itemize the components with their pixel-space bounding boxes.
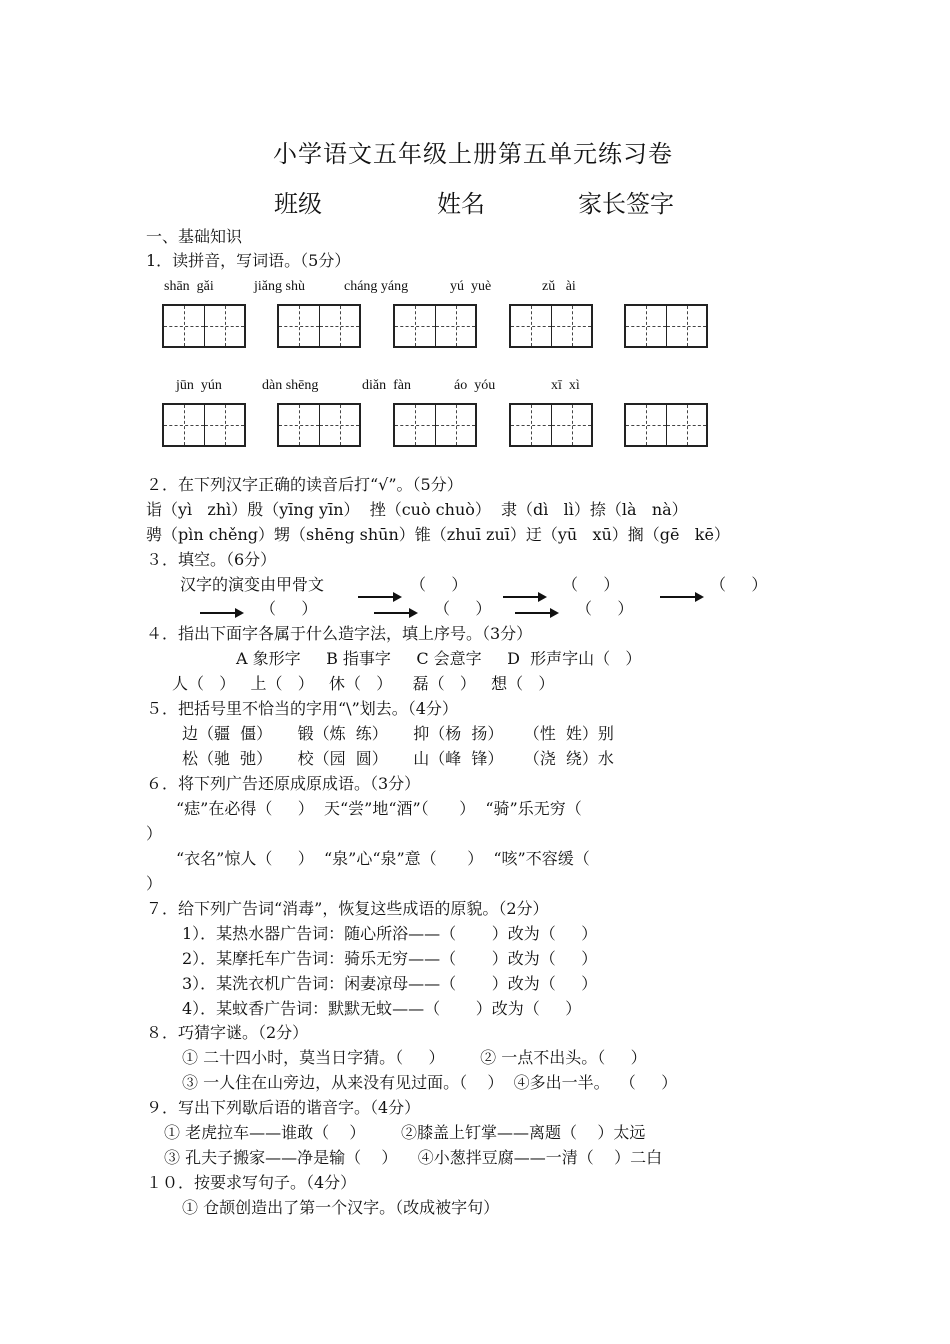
q4-items: 人（ ） 上（ ） 休（ ） 磊（ ） 想（ ） xyxy=(172,674,555,693)
pinyin-label: shān gǎi xyxy=(164,279,214,294)
q3-blank: （ ） xyxy=(260,599,318,618)
q6-line: “衣名”惊人（ ） “泉”心“泉”意（ ） “咳”不容缓（ xyxy=(176,849,590,868)
q6-line: “痣”在必得（ ） 天“尝”地“酒”（ ） “骑”乐无穷（ xyxy=(176,799,582,818)
q3-blank: （ ） xyxy=(562,575,620,594)
section-basic-knowledge: 一、基础知识 xyxy=(146,227,243,246)
q5-title: ５．把括号里不恰当的字用“\”划去。（4分） xyxy=(146,699,458,718)
arrow-icon xyxy=(503,596,545,598)
q1-title: 1．读拼音，写词语。（5分） xyxy=(146,251,351,270)
q3-title: ３．填空。（6分） xyxy=(146,550,277,569)
q7-item: 1）．某热水器广告词：随心所浴——（ ）改为（ ） xyxy=(182,924,598,943)
q5-line: 松（驰 弛） 校（园 圆） 山（峰 锋） （浇 绕）水 xyxy=(182,749,614,768)
pinyin-label: xī xì xyxy=(551,378,580,393)
pinyin-label: dàn shēng xyxy=(262,378,319,393)
writing-grid[interactable] xyxy=(277,304,361,348)
arrow-icon xyxy=(358,596,400,598)
pinyin-label: áo yóu xyxy=(454,378,496,393)
q3-blank: （ ） xyxy=(434,599,492,618)
q9-title: ９．写出下列歇后语的谐音字。（4分） xyxy=(146,1098,421,1117)
writing-grid[interactable] xyxy=(509,403,593,447)
q10-title: １０．按要求写句子。（4分） xyxy=(146,1173,357,1192)
q10-item: ① 仓颉创造出了第一个汉字。（改成被字句） xyxy=(182,1198,500,1217)
q7-item: 3）．某洗衣机广告词：闲妻凉母——（ ）改为（ ） xyxy=(182,974,598,993)
q6-line-wrap: ） xyxy=(146,874,163,893)
pinyin-label: yú yuè xyxy=(450,279,492,294)
pinyin-label: cháng yáng xyxy=(344,279,409,294)
q3-intro: 汉字的演变由甲骨文 xyxy=(180,575,325,594)
page-title: 小学语文五年级上册第五单元练习卷 xyxy=(273,140,673,168)
writing-grid[interactable] xyxy=(162,403,246,447)
pinyin-label: diǎn fàn xyxy=(362,378,411,393)
q4-title: ４．指出下面字各属于什么造字法，填上序号。（3分） xyxy=(146,624,533,643)
name-label: 姓名 xyxy=(437,190,485,218)
q6-line-wrap: ） xyxy=(146,824,163,843)
writing-grid[interactable] xyxy=(277,403,361,447)
arrow-icon xyxy=(200,612,242,614)
class-label: 班级 xyxy=(274,190,322,218)
q2-line: 骋（pìn chěng）甥（shēng shūn）锥（zhuī zuī）迂（yū xū）搁（gē kē） xyxy=(146,525,730,544)
q2-title: ２．在下列汉字正确的读音后打“√”。（5分） xyxy=(146,475,463,494)
writing-grid[interactable] xyxy=(509,304,593,348)
q8-line: ③ 一人住在山旁边，从来没有见过面。（ ） ④多出一半。 （ ） xyxy=(182,1073,678,1092)
q4-options: A 象形字 B 指事字 C 会意字 D 形声字山（ ） xyxy=(236,649,642,668)
q6-title: ６．将下列广告还原成原成语。（3分） xyxy=(146,774,421,793)
q7-item: 4）．某蚊香广告词：默默无蚊——（ ）改为（ ） xyxy=(182,999,582,1018)
q9-line: ① 老虎拉车——谁敢（ ） ②膝盖上钉掌——离题（ ）太远 xyxy=(164,1123,646,1142)
writing-grid[interactable] xyxy=(393,403,477,447)
pinyin-label: zǔ ài xyxy=(542,279,576,294)
q9-line: ③ 孔夫子搬家——净是输（ ） ④小葱拌豆腐——一清（ ）二白 xyxy=(164,1148,663,1167)
q3-blank: （ ） xyxy=(710,575,768,594)
q5-line: 边（疆 僵） 锻（炼 练） 抑（杨 扬） （性 姓）别 xyxy=(182,724,614,743)
writing-grid[interactable] xyxy=(624,304,708,348)
parent-signature-label: 家长签字 xyxy=(578,190,674,218)
q7-item: 2）．某摩托车广告词：骑乐无穷——（ ）改为（ ） xyxy=(182,949,598,968)
q2-line: 诣（yì zhì）殷（yīng yīn） 挫（cuò chuò） 隶（dì lì）捺（là nà） xyxy=(146,500,688,519)
pinyin-label: jiǎng shù xyxy=(254,279,305,294)
writing-grid[interactable] xyxy=(624,403,708,447)
arrow-icon xyxy=(515,612,557,614)
arrow-icon xyxy=(374,612,416,614)
writing-grid[interactable] xyxy=(162,304,246,348)
q8-title: ８．巧猜字谜。（2分） xyxy=(146,1023,309,1042)
arrow-icon xyxy=(660,596,702,598)
q8-line: ① 二十四小时，莫当日字猜。（ ） ② 一点不出头。（ ） xyxy=(182,1048,647,1067)
q3-blank: （ ） xyxy=(576,599,634,618)
q7-title: ７．给下列广告词“消毒”，恢复这些成语的原貌。（2分） xyxy=(146,899,549,918)
pinyin-label: jūn yún xyxy=(176,378,222,393)
q3-blank: （ ） xyxy=(410,575,468,594)
writing-grid[interactable] xyxy=(393,304,477,348)
